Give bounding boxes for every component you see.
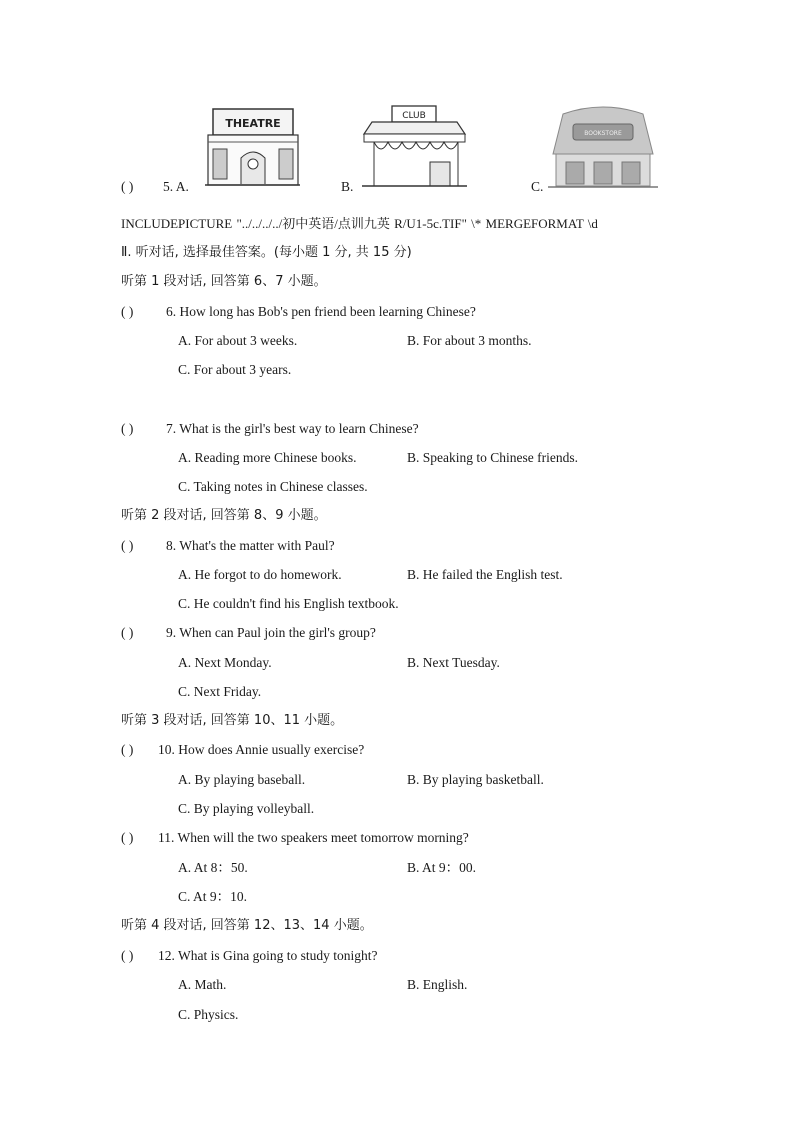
club-picture [362, 104, 467, 188]
question-11-option-b: B. At 9：00. [407, 860, 477, 875]
dialog-1-instruction: 听第 1 段对话, 回答第 6、7 小题。 [121, 274, 327, 289]
option-b-label: B. [341, 179, 354, 194]
question-8-option-b: B. He failed the English test. [407, 567, 563, 582]
question-10-option-b: B. By playing basketball. [407, 772, 544, 787]
question-5-label: 5. A. [163, 179, 189, 194]
answer-blank-10: ( ) [121, 742, 134, 757]
option-c-label: C. [531, 179, 544, 194]
question-11-text: 11. When will the two speakers meet tomorrow morning? [158, 830, 469, 845]
answer-blank-12: ( ) [121, 948, 134, 963]
question-10-option-c: C. By playing volleyball. [178, 801, 315, 816]
question-7-option-a: A. Reading more Chinese books. [178, 450, 357, 465]
answer-blank-9: ( ) [121, 625, 134, 640]
club-sign-text: CLUB [402, 111, 426, 121]
question-12-text: 12. What is Gina going to study tonight? [158, 948, 378, 963]
question-10-option-a: A. By playing baseball. [178, 772, 306, 787]
question-8-text: 8. What's the matter with Paul? [166, 538, 335, 553]
question-10-text: 10. How does Annie usually exercise? [158, 742, 365, 757]
question-9-text: 9. When can Paul join the girl's group? [166, 625, 376, 640]
theatre-sign-text: THEATRE [225, 117, 281, 130]
answer-blank-7: ( ) [121, 421, 134, 436]
dialog-3-instruction: 听第 3 段对话, 回答第 10、11 小题。 [121, 713, 344, 728]
field-code-line: INCLUDEPICTURE "../../../../初中英语/点训九英 R/U1-5c.TIF" \* MERGEFORMAT \d [121, 216, 598, 231]
question-6-option-b: B. For about 3 months. [407, 333, 532, 348]
question-9-option-b: B. Next Tuesday. [407, 655, 500, 670]
question-6-option-a: A. For about 3 weeks. [178, 333, 298, 348]
question-6-text: 6. How long has Bob's pen friend been learning Chinese? [166, 304, 476, 319]
answer-blank-11: ( ) [121, 830, 134, 845]
question-7-text: 7. What is the girl's best way to learn Chinese? [166, 421, 419, 436]
question-11-option-a: A. At 8：50. [178, 860, 248, 875]
answer-blank-8: ( ) [121, 538, 134, 553]
question-12-option-b: B. English. [407, 977, 468, 992]
theatre-picture [205, 104, 300, 188]
question-11-option-c: C. At 9：10. [178, 889, 248, 904]
answer-blank-6: ( ) [121, 304, 134, 319]
question-12-option-a: A. Math. [178, 977, 227, 992]
bookstore-picture [548, 104, 658, 190]
question-9-option-a: A. Next Monday. [178, 655, 272, 670]
question-6-option-c: C. For about 3 years. [178, 362, 292, 377]
dialog-2-instruction: 听第 2 段对话, 回答第 8、9 小题。 [121, 508, 327, 523]
section-2-heading: Ⅱ. 听对话, 选择最佳答案。(每小题 1 分, 共 15 分) [121, 245, 412, 260]
question-7-option-b: B. Speaking to Chinese friends. [407, 450, 578, 465]
question-9-option-c: C. Next Friday. [178, 684, 262, 699]
dialog-4-instruction: 听第 4 段对话, 回答第 12、13、14 小题。 [121, 918, 373, 933]
question-8-option-c: C. He couldn't find his English textbook. [178, 596, 399, 611]
question-7-option-c: C. Taking notes in Chinese classes. [178, 479, 368, 494]
answer-blank-5: ( ) [121, 179, 134, 194]
bookstore-sign-text: BOOKSTORE [584, 130, 622, 137]
question-8-option-a: A. He forgot to do homework. [178, 567, 342, 582]
question-12-option-c: C. Physics. [178, 1007, 239, 1022]
